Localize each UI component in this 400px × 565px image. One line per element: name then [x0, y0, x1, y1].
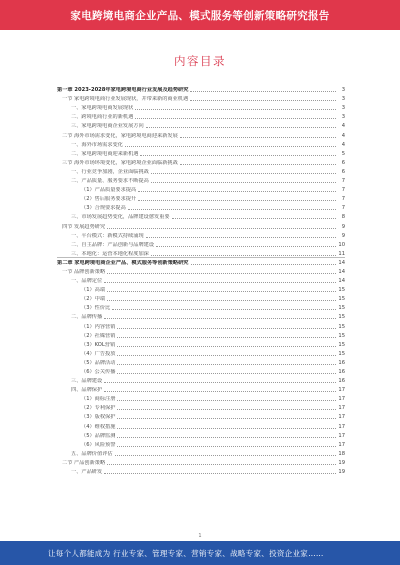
toc-entry[interactable] [57, 193, 345, 202]
toc-entry-page: 8 [337, 214, 345, 220]
toc-entry-label: 一、家电跨境电商发展现状 [71, 105, 134, 112]
toc-entry[interactable] [57, 284, 345, 293]
toc-entry-label: 四、品牌保护 [71, 387, 103, 394]
toc-entry-label: 二、家电跨境电商迎来新机遇 [71, 150, 139, 157]
toc-entry-page: 15 [338, 305, 345, 312]
toc-entry[interactable] [57, 102, 345, 111]
toc-leader-dots [190, 88, 336, 92]
toc-leader-dots [180, 134, 336, 138]
toc-leader-dots [117, 443, 336, 447]
toc-entry-page: 19 [338, 469, 345, 476]
toc-entry[interactable] [57, 311, 345, 320]
toc-entry-page: 15 [338, 287, 345, 294]
toc-entry-page: 14 [338, 278, 345, 285]
toc-entry[interactable] [57, 202, 345, 211]
toc-entry[interactable] [57, 384, 345, 393]
toc-entry-label: 二、品牌传播 [71, 314, 103, 321]
toc-entry-label: （3）版权保护 [81, 414, 116, 421]
toc-entry[interactable] [57, 411, 345, 420]
toc-leader-dots [117, 352, 336, 356]
toc-entry-page: 17 [338, 414, 345, 421]
toc-entry-label: （5）品牌活动 [81, 359, 116, 366]
toc-entry-label: 一节 品牌创新策略 [62, 268, 106, 275]
toc-entry-page: 3 [337, 96, 345, 102]
toc-entry-label: 一、平台模式：新模式持续涌现 [71, 232, 144, 239]
toc-leader-dots [104, 279, 336, 283]
toc-entry-page: 15 [338, 350, 345, 357]
toc-leader-dots [135, 106, 336, 110]
toc-entry-page: 3 [337, 114, 345, 120]
toc-leader-dots [117, 425, 336, 429]
toc-leader-dots [117, 397, 336, 401]
toc-leader-dots [180, 161, 336, 165]
toc-entry-label: 一、海外市场需求变化 [71, 141, 123, 148]
toc-leader-dots [107, 270, 336, 274]
toc-entry[interactable] [57, 257, 345, 266]
toc-entry-page: 14 [338, 268, 345, 275]
toc-entry[interactable] [57, 357, 345, 366]
toc-entry-label: （1）内容营销 [81, 323, 116, 330]
toc-entry[interactable] [57, 348, 345, 357]
toc-entry-label: 一、品牌定位 [71, 278, 103, 285]
toc-entry[interactable] [57, 402, 345, 411]
toc-entry-label: （2）中端 [81, 296, 106, 303]
toc-entry-page: 5 [337, 151, 345, 157]
toc-leader-dots [107, 288, 336, 292]
toc-entry-label: 二节 海外市场需求变化，家电跨境电商迎来新发展 [62, 132, 178, 139]
toc-entry-label: （5）品牌监测 [81, 432, 116, 439]
toc-entry[interactable] [57, 420, 345, 429]
toc-leader-dots [172, 215, 336, 219]
toc-entry-page: 15 [338, 341, 345, 348]
toc-entry-label: 五、品牌价值评估 [71, 450, 113, 457]
toc-leader-dots [104, 315, 336, 319]
toc-entry-label: 三、本地化：运营本地化程度加深 [71, 250, 149, 257]
toc-entry-label: （1）高端 [81, 287, 106, 294]
toc-entry-page: 15 [338, 314, 345, 321]
toc-entry-page: 18 [338, 450, 345, 457]
toc-entry-page: 9 [337, 224, 345, 230]
toc-leader-dots [107, 297, 336, 301]
toc-entry-label: （3）合规要求提高 [81, 205, 126, 212]
toc-entry-label: 四节 发展趋势研究 [62, 223, 106, 230]
toc-entry[interactable] [57, 448, 345, 457]
toc-entry[interactable] [57, 84, 345, 93]
toc-leader-dots [117, 406, 336, 410]
toc-entry[interactable] [57, 148, 345, 157]
toc-entry-page: 17 [338, 432, 345, 439]
toc-entry[interactable] [57, 366, 345, 375]
toc-entry[interactable] [57, 375, 345, 384]
toc-leader-dots [107, 225, 336, 229]
header-bar [0, 0, 400, 30]
toc-entry-page: 10 [338, 241, 345, 248]
toc-entry[interactable] [57, 166, 345, 175]
toc-entry[interactable] [57, 275, 345, 284]
toc-leader-dots [128, 206, 336, 210]
toc-entry-page: 4 [337, 133, 345, 139]
toc-entry-page: 3 [337, 105, 345, 111]
toc-leader-dots [135, 115, 336, 119]
toc-leader-dots [117, 370, 336, 374]
toc-entry-label: （1）商标注册 [81, 396, 116, 403]
toc-leader-dots [151, 179, 336, 183]
footer-bar [0, 541, 400, 565]
toc-entry-label: 二、产品质量、服务要求不断提高 [71, 178, 149, 185]
toc-leader-dots [146, 124, 336, 128]
toc-entry[interactable] [57, 266, 345, 275]
toc-entry-label: （4）广告投放 [81, 350, 116, 357]
toc-leader-dots [117, 415, 336, 419]
toc-entry-page: 7 [337, 178, 345, 184]
toc-entry-label: 二、跨境电商行业的新机遇 [71, 114, 134, 121]
toc-entry-page: 6 [337, 169, 345, 175]
toc-entry-label: 第一章 2023-2028年家电跨境电商行业发展及趋势研究 [57, 87, 189, 94]
toc-entry-label: （2）售后服务要求提升 [81, 196, 137, 203]
toc-leader-dots [117, 343, 336, 347]
toc-entry-label: （6）公关传播 [81, 369, 116, 375]
toc-entry-label: 一、产品研发 [71, 469, 103, 476]
toc-leader-dots [115, 452, 336, 456]
toc-entry-page: 16 [338, 378, 345, 385]
toc-list [57, 84, 345, 475]
toc-entry[interactable] [57, 457, 345, 466]
toc-entry-label: 一节 家电跨境电商行业发展现状，并带来新的商业机遇 [62, 96, 189, 103]
toc-entry-page: 9 [337, 233, 345, 239]
toc-entry-page: 4 [337, 142, 345, 148]
toc-entry-page: 3 [337, 87, 345, 93]
document-title: 家电跨境电商企业产品、模式服务等创新策略研究报告 [70, 9, 330, 22]
toc-entry[interactable] [57, 239, 345, 248]
toc-entry-page: 7 [337, 187, 345, 193]
toc-entry[interactable] [57, 111, 345, 120]
toc-entry-label: 三、品牌建设 [71, 378, 103, 385]
toc-entry-page: 17 [338, 441, 345, 448]
toc-entry-page: 16 [338, 359, 345, 366]
toc-entry-label: 第二章 家电跨境电商企业产品、模式服务等创新策略研究 [57, 259, 189, 266]
toc-entry-page: 17 [338, 423, 345, 430]
toc-entry-page: 6 [337, 160, 345, 166]
toc-entry-label: 二、自主品牌：产品创新与品牌建设 [71, 241, 155, 248]
toc-entry[interactable] [57, 330, 345, 339]
toc-leader-dots [151, 252, 336, 256]
page-number: 1 [198, 533, 202, 539]
toc-entry[interactable] [57, 175, 345, 184]
toc-leader-dots [117, 434, 336, 438]
toc-entry-page: 17 [338, 387, 345, 394]
toc-entry-page: 17 [338, 396, 345, 403]
toc-leader-dots [190, 97, 336, 101]
toc-entry[interactable] [57, 184, 345, 193]
toc-entry-label: （3）KOL营销 [81, 341, 116, 348]
toc-entry[interactable] [57, 302, 345, 311]
toc-leader-dots [104, 379, 336, 383]
toc-entry[interactable] [57, 439, 345, 448]
toc-leader-dots [138, 188, 336, 192]
toc-entry-label: 一、行业竞争加剧，企业面临挑战 [71, 168, 149, 175]
toc-entry-label: （4）维权措施 [81, 423, 116, 430]
toc-entry-label: （2）专利保护 [81, 405, 116, 412]
toc-leader-dots [112, 306, 336, 310]
toc-entry[interactable] [57, 320, 345, 329]
toc-entry-page: 7 [337, 205, 345, 211]
toc-leader-dots [107, 461, 336, 465]
toc-entry-page: 15 [338, 332, 345, 339]
toc-entry-page: 4 [337, 123, 345, 129]
toc-entry[interactable] [57, 120, 345, 129]
toc-entry-page: 15 [338, 323, 345, 330]
toc-leader-dots [140, 152, 336, 156]
toc-entry-page: 19 [338, 459, 345, 466]
toc-entry-page: 15 [338, 296, 345, 303]
toc-leader-dots [146, 234, 336, 238]
toc-entry-page: 17 [338, 405, 345, 412]
toc-entry[interactable] [57, 220, 345, 229]
toc-leader-dots [151, 170, 336, 174]
toc-leader-dots [117, 334, 336, 338]
toc-leader-dots [191, 261, 337, 265]
toc-entry-label: 二节 产品创新策略 [62, 459, 106, 466]
toc-entry[interactable] [57, 248, 345, 257]
toc-entry-label: （3）性价比 [81, 305, 111, 312]
footer-slogan: 让每个人都能成为 行业专家、管理专家、营销专家、战略专家、投资企业家…… [48, 548, 324, 558]
toc-entry-page: 16 [338, 369, 345, 375]
toc-entry[interactable] [57, 139, 345, 148]
toc-entry[interactable] [57, 157, 345, 166]
toc-entry[interactable] [57, 211, 345, 220]
toc-entry-label: （1）产品质量要求提高 [81, 187, 137, 194]
toc-entry[interactable] [57, 430, 345, 439]
toc-leader-dots [138, 197, 336, 201]
toc-entry-label: （6）风险预警 [81, 441, 116, 448]
toc-entry[interactable] [57, 93, 345, 102]
toc-entry-label: （2）社媒营销 [81, 332, 116, 339]
toc-entry[interactable] [57, 230, 345, 239]
toc-leader-dots [117, 325, 336, 329]
toc-leader-dots [117, 361, 336, 365]
toc-entry[interactable] [57, 393, 345, 402]
toc-entry-page: 11 [338, 250, 345, 257]
toc-entry[interactable] [57, 466, 345, 475]
toc-title: 内容目录 [174, 54, 226, 68]
toc-leader-dots [104, 388, 336, 392]
toc-entry-label: 三节 海外市场环境变化，家电跨境企业面临新挑战 [62, 159, 178, 166]
toc-entry-page: 14 [338, 259, 345, 266]
toc-entry[interactable] [57, 293, 345, 302]
toc-entry-label: 三、市场发展趋势变化，品牌建设愈发重要 [71, 214, 170, 221]
toc-entry[interactable] [57, 129, 345, 138]
toc-leader-dots [125, 143, 336, 147]
toc-leader-dots [156, 243, 336, 247]
toc-entry-label: 三、家电跨境电商企业发展方向 [71, 123, 144, 130]
toc-leader-dots [104, 470, 336, 474]
toc-entry[interactable] [57, 339, 345, 348]
toc-entry-page: 7 [337, 196, 345, 202]
